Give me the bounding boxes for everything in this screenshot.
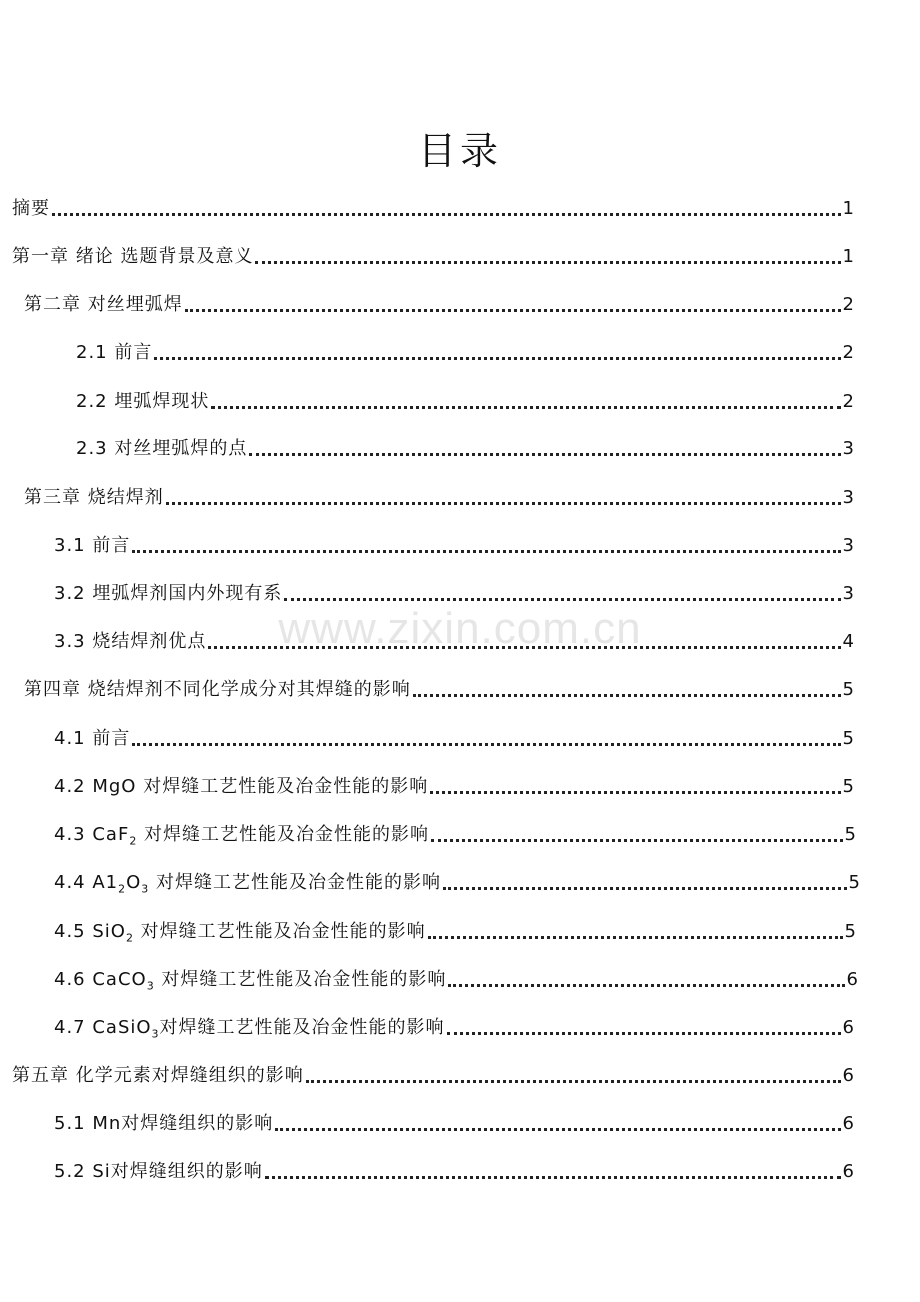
toc-entry[interactable] [12,196,854,222]
toc-entry-page: 2 [842,342,854,363]
toc-entry-page: 5 [842,776,854,797]
toc-entry-page: 2 [842,294,854,315]
toc-entry[interactable] [12,244,854,270]
toc-entry[interactable] [54,726,854,752]
toc-entry-page: 3 [842,487,854,508]
dot-leader [275,1108,840,1131]
dot-leader [255,241,840,264]
toc-entry[interactable] [24,292,854,318]
label-text: 对焊缝工艺性能及冶金性能的影响 [154,969,447,990]
toc-entry[interactable] [54,870,860,896]
dot-leader [265,1156,841,1179]
toc-entry-label [54,822,429,848]
label-text: 对焊缝工艺性能及冶金性能的影响 [133,921,426,942]
label-text: 对焊缝工艺性能及冶金性能的影响 [149,872,442,893]
watermark: www.zixin.com.cn [278,604,642,653]
label-text: 4.6 CaCO [54,969,147,990]
toc-entry[interactable] [54,1111,854,1137]
label-text: 4.7 CaSiO [54,1017,152,1038]
toc-entry-page: 3 [842,583,854,604]
toc-entry[interactable] [54,822,856,848]
label-text: 4.5 SiO [54,921,126,942]
toc-entry[interactable] [54,774,854,800]
dot-leader [249,433,840,456]
toc-entry[interactable] [76,340,854,366]
toc-entry[interactable] [24,677,854,703]
toc-entry-label: 5.2 Si对焊缝组织的影响 [54,1161,263,1182]
dot-leader [154,337,840,360]
dot-leader [166,482,841,505]
label-text: 4.4 A1 [54,872,119,893]
toc-entry-label: 4.1 前言 [54,728,131,749]
subscript: 2 [129,834,138,848]
toc-entry-page: 1 [842,198,854,219]
subscript: 2 [125,931,134,945]
label-text: 对焊缝工艺性能及冶金性能的影响 [159,1017,445,1038]
toc-entry-label: 第五章 化学元素对焊缝组织的影响 [12,1065,304,1086]
dot-leader [430,771,840,794]
dot-leader [284,578,840,601]
subscript: 2 [118,882,127,896]
toc-entry[interactable] [54,1015,854,1041]
dot-leader [52,193,841,216]
toc-entry-label [54,919,426,945]
dot-leader [447,1012,841,1035]
toc-entry-label: 3.1 前言 [54,535,131,556]
subscript: 3 [141,882,150,896]
toc-entry[interactable] [76,436,854,462]
subscript: 3 [146,979,155,993]
toc-entry-page: 2 [842,391,854,412]
dot-leader [448,964,844,987]
toc-entry-page: 6 [842,1017,854,1038]
dot-leader [428,916,843,939]
dot-leader [211,386,840,409]
toc-entry-label [54,870,441,896]
toc-entry-page: 3 [842,535,854,556]
toc-entry-label: 第四章 烧结焊剂不同化学成分对其焊缝的影响 [24,679,411,700]
toc-entry-label: 摘要 [12,198,50,219]
toc-entry-label: 第三章 烧结焊剂 [24,487,164,508]
toc-title: 目录 [417,129,502,173]
toc-entry-page: 1 [842,246,854,267]
toc-entry[interactable] [54,1159,854,1185]
toc-entry[interactable] [76,389,854,415]
dot-leader [443,867,847,890]
toc-entry-label: 2.1 前言 [76,342,153,363]
toc-entry-page: 6 [842,1161,854,1182]
toc-entry[interactable] [54,581,854,607]
label-text: 4.3 CaF [54,824,130,845]
dot-leader [132,530,840,553]
dot-leader [306,1060,841,1083]
toc-entry[interactable] [54,629,854,655]
subscript: 3 [151,1027,160,1041]
toc-entry[interactable] [12,1063,854,1089]
dot-leader [132,723,840,746]
dot-leader [413,674,841,697]
toc-entry-label: 5.1 Mn对焊缝组织的影响 [54,1113,274,1134]
toc-entry[interactable] [24,485,854,511]
toc-entry-page: 5 [844,921,856,942]
dot-leader [431,819,843,842]
toc-entry-label: 第二章 对丝埋弧焊 [24,294,183,315]
toc-entry-page: 6 [842,1113,854,1134]
label-text: 对焊缝工艺性能及冶金性能的影响 [137,824,430,845]
label-text: O [126,872,142,893]
toc-entry-label: 2.3 对丝埋弧焊的点 [76,438,248,459]
dot-leader [185,289,841,312]
toc-entry-page: 5 [842,728,854,749]
toc-entry-label: 4.2 MgO 对焊缝工艺性能及冶金性能的影响 [54,776,429,797]
toc-entry[interactable] [54,533,854,559]
toc-entry[interactable] [54,919,856,945]
dot-leader [208,626,840,649]
toc-entry-page: 6 [846,969,858,990]
toc-entry-label: 3.3 烧结焊剂优点 [54,631,207,652]
toc-entry-page: 3 [842,438,854,459]
toc-entry-page: 6 [842,1065,854,1086]
toc-entry-label: 2.2 埋弧焊现状 [76,391,210,412]
toc-entry-label: 第一章 绪论 选题背景及意义 [12,246,254,267]
toc-entry-page: 5 [848,872,860,893]
toc-entry-label [54,967,446,993]
toc-entry-page: 5 [844,824,856,845]
toc-entry-page: 5 [842,679,854,700]
toc-entry[interactable] [54,967,858,993]
toc-entry-label [54,1015,445,1041]
toc-entry-page: 4 [842,631,854,652]
toc-entry-label: 3.2 埋弧焊剂国内外现有系 [54,583,283,604]
